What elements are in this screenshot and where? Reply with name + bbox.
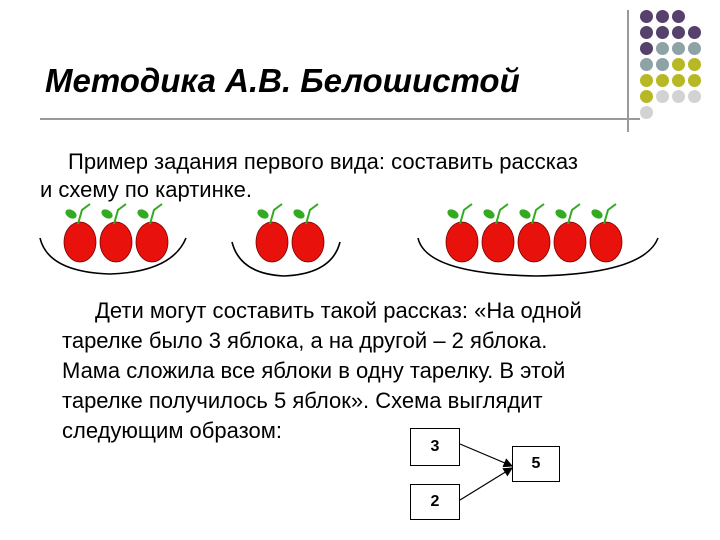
horizontal-divider — [40, 118, 640, 120]
apple — [136, 204, 168, 262]
apples-illustration — [0, 200, 720, 290]
story-line-5: следующим образом: — [62, 418, 282, 443]
apple — [554, 204, 586, 262]
apple — [100, 204, 132, 262]
arrow-from-3 — [460, 444, 512, 466]
intro-text — [40, 148, 680, 204]
arrow-from-2 — [460, 468, 512, 500]
scheme-box-5: 5 — [512, 446, 560, 482]
story-line-4: тарелке получилось 5 яблок». Схема выглядит — [62, 388, 543, 413]
vertical-divider — [627, 10, 629, 132]
apple — [590, 204, 622, 262]
apple — [518, 204, 550, 262]
apple — [292, 204, 324, 262]
intro-line-1: Пример задания первого вида: составить рассказ — [68, 149, 578, 174]
apple — [482, 204, 514, 262]
apple — [446, 204, 478, 262]
story-line-3: Мама сложила все яблоки в одну тарелку. В этой — [62, 358, 566, 383]
scheme-box-3: 3 — [410, 428, 460, 466]
intro-line-2: и схему по картинке. — [40, 177, 252, 202]
scheme-box-2: 2 — [410, 484, 460, 520]
apple — [64, 204, 96, 262]
story-line-1: Дети могут составить такой рассказ: «На одной — [95, 298, 582, 323]
apple — [256, 204, 288, 262]
story-text — [62, 296, 670, 446]
story-line-2: тарелке было 3 яблока, а на другой – 2 яблока. — [62, 328, 548, 353]
decorative-dot-grid — [640, 10, 720, 120]
page-title: Методика А.В. Белошистой — [45, 62, 520, 99]
